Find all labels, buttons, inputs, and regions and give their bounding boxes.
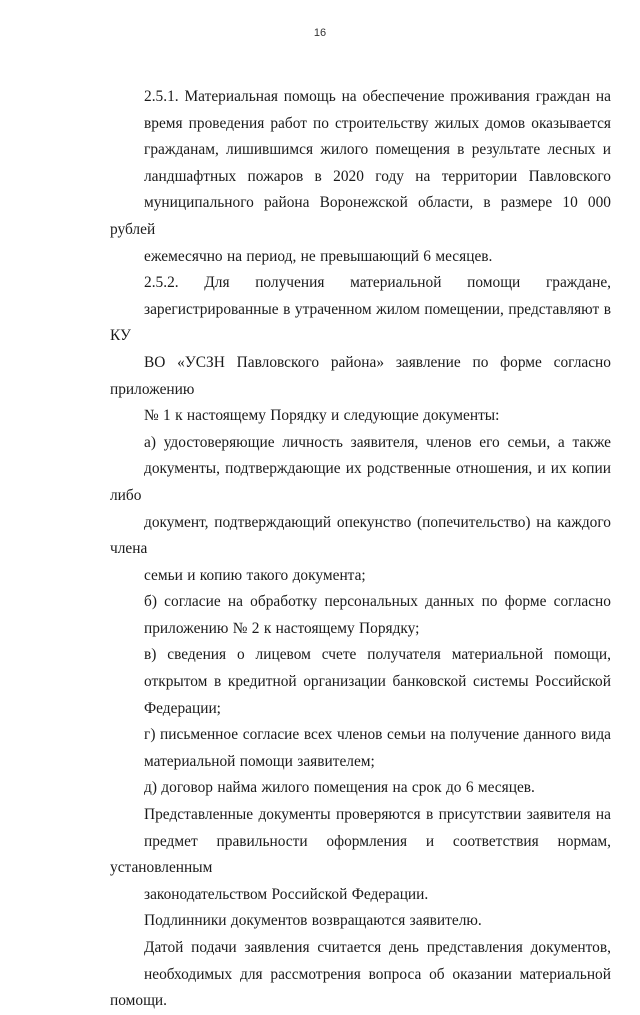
text-line: приложению № 2 к настоящему Порядку;	[144, 619, 420, 637]
text-line: гражданам, лишившимся жилого помещения в результате лесных и	[144, 141, 611, 159]
text-line: ландшафтных пожаров в 2020 году на территории Павловского	[144, 167, 611, 185]
text-line: Подлинники документов возвращаются заявителю.	[144, 912, 482, 930]
text-line: 2.5.2. Для получения материальной помощи граждане,	[144, 274, 611, 292]
text-line: зарегистрированные в утраченном жилом помещении, представляют в КУ	[110, 300, 611, 345]
paragraph-submission-date	[110, 935, 611, 1015]
text-line: д) договор найма жилого помещения на срок до 6 месяцев.	[144, 779, 535, 797]
text-line: в) сведения о лицевом счете получателя материальной помощи,	[144, 646, 611, 664]
paragraph-2-5-2	[110, 270, 611, 430]
text-line: Федерации;	[144, 699, 221, 717]
paragraph-item-g	[110, 722, 611, 775]
paragraph-item-d	[110, 775, 611, 802]
text-line: ВО «УСЗН Павловского района» заявление по форме согласно приложению	[110, 353, 611, 398]
paragraph-documents-check	[110, 802, 611, 908]
text-line: 2.5.1. Материальная помощь на обеспечение проживания граждан на	[144, 88, 611, 105]
text-line: документы, подтверждающие их родственные отношения, и их копии либо	[110, 460, 611, 504]
text-line: а) удостоверяющие личность заявителя, членов его семьи, а также	[144, 433, 611, 451]
text-line: открытом в кредитной организации банковской системы Российской	[144, 673, 611, 691]
text-line: ежемесячно на период, не превышающий 6 месяцев.	[144, 247, 493, 265]
text-line: Датой подачи заявления считается день представления документов,	[144, 939, 611, 956]
paragraph-item-a	[110, 430, 611, 590]
text-line: материальной помощи заявителем;	[144, 752, 375, 770]
text-line: б) согласие на обработку персональных данных по форме согласно	[144, 593, 611, 611]
text-line: семьи и копию такого документа;	[144, 566, 366, 584]
text-line: необходимых для рассмотрения вопроса об оказании материальной помощи.	[110, 965, 611, 1010]
page-number: 16	[313, 27, 327, 39]
paragraph-item-b	[110, 589, 611, 642]
text-line: Представленные документы проверяются в присутствии заявителя на	[144, 806, 611, 824]
paragraph-originals-returned	[110, 908, 611, 935]
document-body	[110, 84, 611, 1015]
paragraph-item-v	[110, 642, 611, 722]
text-line: время проведения работ по строительству жилых домов оказывается	[144, 114, 611, 132]
text-line: № 1 к настоящему Порядку и следующие документы:	[144, 407, 500, 425]
text-line: предмет правильности оформления и соответствия нормам, установленным	[110, 832, 611, 877]
text-line: муниципального района Воронежской области, в размере 10 000 рублей	[110, 194, 611, 238]
text-line: законодательством Российской Федерации.	[144, 885, 429, 903]
paragraph-2-5-1	[110, 84, 611, 270]
text-line: г) письменное согласие всех членов семьи на получение данного вида	[144, 726, 611, 744]
text-line: документ, подтверждающий опекунство (попечительство) на каждого члена	[110, 513, 611, 558]
